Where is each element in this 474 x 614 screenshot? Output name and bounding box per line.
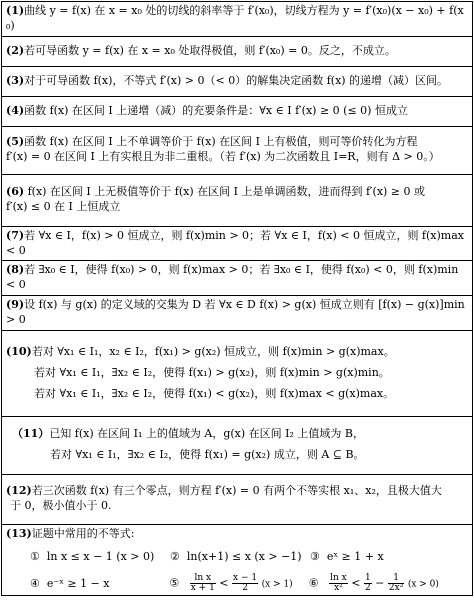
row-12-cell	[2, 474, 473, 524]
row-line	[6, 345, 468, 360]
row-text: 曲线 y = f(x) 在 x = x₀ 处的切线的斜率等于 f′(x₀)，切线方程为 y = f′(x₀)(x − x₀) + f(x₀)	[6, 4, 464, 32]
row-line: 于 0，极小值小于 0.	[10, 499, 112, 513]
row-5-cell	[2, 126, 473, 174]
fraction: $\frac{\text{ln x}}{x + 1}$	[190, 573, 215, 594]
inequality-item: ① ln x ≤ x − 1 (x > 0)	[30, 549, 155, 563]
row-13-cell	[2, 524, 473, 596]
fraction: $\frac{x - 1}{2}$	[233, 573, 258, 594]
row-2-cell	[2, 36, 473, 66]
inequality-item: ④ e⁻ˣ ≥ 1 − x	[30, 576, 110, 590]
row-number: (4)	[6, 103, 25, 117]
row-text: 函数 f(x) 在区间 I 上递增（减）的充要条件是：∀x ∈ I f′(x) ≥ 0 (≤ 0) 恒成立	[24, 103, 408, 117]
row-5	[2, 126, 473, 174]
row-10	[2, 330, 473, 416]
row-text: f(x) 在区间 I 上无极值等价于 f(x) 在区间 I 上是单调函数，进而得到 f′(x) ≥ 0 或	[27, 185, 426, 199]
inequality-row	[6, 574, 468, 593]
row-text: 设 f(x) 与 g(x) 的定义域的交集为 D 若 ∀x ∈ D f(x) > g(x) 恒成立则有 [f(x) − g(x)]min > 0	[6, 298, 465, 326]
row-line: 若对 ∀x₁ ∈ I₁，∃x₂ ∈ I₂，使得 f(x₁) > g(x₂)，则 f(x)min > g(x)min。	[34, 365, 390, 379]
row-number: (5)	[6, 135, 25, 149]
row-9	[2, 296, 473, 331]
row-text: 若 ∃x₀ ∈ I，使得 f(x₀) > 0，则 f(x)max > 0；若 ∃x₀ ∈ I，使得 f(x₀) < 0，则 f(x)min < 0	[6, 263, 459, 292]
row-line	[6, 527, 468, 542]
row-number: (2)	[6, 43, 25, 57]
row-text: 已知 f(x) 在区间 I₁ 上的值域为 A，g(x) 在区间 I₂ 上值域为 B，	[49, 427, 365, 441]
row-number: (1)	[6, 4, 25, 17]
row-13	[2, 524, 473, 596]
row-text: 函数 f(x) 在区间 I 上不单调等价于 f(x) 在区间 I 上有极值，则可等价转化为方程	[24, 135, 418, 149]
row-2	[2, 36, 473, 66]
fraction: $\frac{1}{\text{2x²}}$	[388, 573, 404, 594]
row-line: 若对 ∀x₁ ∈ I₁，∃x₂ ∈ I₂，使得 f(x₁) = g(x₂) 成立，则 A ⊆ B。	[50, 448, 365, 462]
row-line	[6, 135, 468, 150]
fraction: $\frac{\text{ln x}}{\text{x²}}$	[330, 573, 347, 594]
row-number: (3)	[6, 73, 25, 87]
row-4	[2, 96, 473, 126]
row-text: 对于可导函数 f(x)，不等式 f′(x) > 0（< 0）的解集决定函数 f(x) 的递增（减）区间。	[24, 73, 449, 87]
row-number: (12)	[6, 484, 32, 498]
row-1-cell	[2, 2, 473, 37]
row-6-cell	[2, 174, 473, 226]
row-text: 若可导函数 y = f(x) 在 x = x₀ 处取得极值，则 f′(x₀) = 0。反之，不成立。	[24, 43, 396, 57]
row-4-cell	[2, 96, 473, 126]
row-7	[2, 226, 473, 261]
row-number: (13)	[6, 526, 32, 540]
row-text: 若 ∀x ∈ I，f(x) > 0 恒成立，则 f(x)min > 0；若 ∀x ∈ I，f(x) < 0 恒成立，则 f(x)max < 0	[6, 228, 464, 257]
row-line: f′(x) ≤ 0 在 I 上恒成立	[6, 200, 121, 214]
row-number: (6)	[6, 185, 25, 199]
row-8-cell	[2, 261, 473, 296]
row-number: （11）	[12, 427, 50, 441]
row-11	[2, 416, 473, 474]
formula-sheet	[1, 1, 473, 613]
row-9-cell	[2, 296, 473, 331]
row-3-cell	[2, 66, 473, 96]
fraction: $\frac{1}{2}$	[364, 573, 371, 594]
inequality-item: ③ eˣ ≥ 1 + x	[310, 549, 384, 563]
row-line	[6, 484, 468, 499]
row-8	[2, 261, 473, 296]
inequality-row	[6, 550, 468, 565]
row-3	[2, 66, 473, 96]
row-line: 若对 ∀x₁ ∈ I₁，∃x₂ ∈ I₂，使得 f(x₁) < g(x₂)，则 f(x)max < g(x)max。	[34, 386, 395, 400]
row-number: (8)	[6, 263, 25, 277]
inequality-item: ⑤ $\frac{\text{ln x}}{x + 1}$ < $\frac{x - 1}{2}$ (x > 1)	[169, 573, 293, 594]
row-number: (10)	[6, 344, 32, 358]
row-12	[2, 474, 473, 524]
row-1	[2, 2, 473, 37]
row-line	[6, 427, 468, 442]
row-number: (9)	[6, 298, 25, 312]
row-10-cell	[2, 330, 473, 416]
row-number: (7)	[6, 228, 25, 242]
row-text: 若对 ∀x₁ ∈ I₁，x₂ ∈ I₂，f(x₁) > g(x₂) 恒成立，则 f(x)min > g(x)max。	[31, 344, 395, 358]
row-11-cell	[2, 416, 473, 474]
row-title: 证题中常用的不等式:	[31, 526, 135, 540]
row-line: f′(x) = 0 在区间 I 上有实根且为非二重根。（若 f′(x) 为二次函数且 I=R，则有 Δ > 0。）	[6, 150, 440, 164]
row-text: 若三次函数 f(x) 有三个零点，则方程 f′(x) = 0 有两个不等实根 x₁、x₂，且极大值大	[31, 484, 442, 498]
inequality-item: ⑥ $\frac{\text{ln x}}{\text{x²}}$ < $\frac{1}{2}$ − $\frac{1}{\text{2x²}}$ (x > 0)	[308, 573, 439, 594]
formula-table	[1, 1, 473, 596]
row-6	[2, 174, 473, 226]
row-line	[6, 185, 468, 200]
inequality-item: ② ln(x+1) ≤ x (x > −1)	[170, 549, 302, 563]
row-7-cell	[2, 226, 473, 261]
